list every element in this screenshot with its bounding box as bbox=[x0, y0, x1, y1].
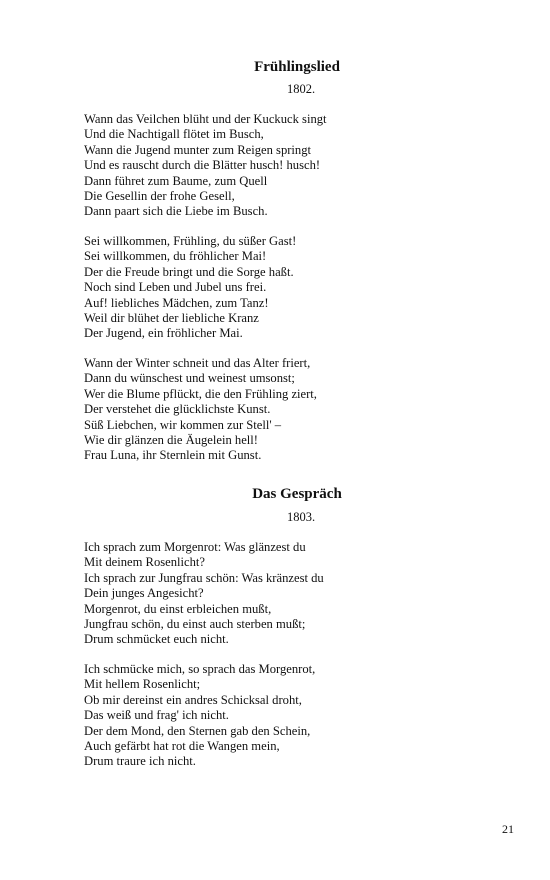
verse-line: Mit hellem Rosenlicht; bbox=[84, 677, 201, 692]
stanza bbox=[84, 112, 504, 220]
verse-line: Sei willkommen, du fröhlicher Mai! bbox=[84, 249, 267, 264]
verse-line: Sei willkommen, Frühling, du süßer Gast! bbox=[84, 234, 297, 248]
page-number: 21 bbox=[502, 822, 514, 836]
verse-line: Ich sprach zum Morgenrot: Was glänzest du bbox=[84, 540, 306, 554]
poem-year: 1803. bbox=[286, 510, 316, 524]
verse-line: Und die Nachtigall flötet im Busch, bbox=[84, 127, 264, 142]
verse-line: Und es rauscht durch die Blätter husch! husch! bbox=[84, 158, 321, 173]
verse-line: Dann du wünschest und weinest umsonst; bbox=[84, 371, 295, 386]
stanza bbox=[84, 356, 504, 464]
verse-line: Dann führet zum Baume, zum Quell bbox=[84, 173, 268, 188]
verse-line: Wann die Jugend munter zum Reigen springt bbox=[84, 142, 312, 157]
verse-line: Ich schmücke mich, so sprach das Morgenrot, bbox=[84, 662, 316, 676]
verse-line: Dann paart sich die Liebe im Busch. bbox=[84, 204, 268, 219]
verse-line: Auf! liebliches Mädchen, zum Tanz! bbox=[84, 295, 269, 310]
verse-line: Wann das Veilchen blüht und der Kuckuck singt bbox=[84, 112, 327, 126]
verse-line: Der dem Mond, den Sternen gab den Schein, bbox=[84, 723, 311, 738]
stanza bbox=[84, 540, 504, 648]
verse-line: Morgenrot, du einst erbleichen mußt, bbox=[84, 601, 272, 616]
verse-line: Der Jugend, ein fröhlicher Mai. bbox=[84, 326, 243, 341]
stanza bbox=[84, 662, 504, 770]
verse-line: Wie dir glänzen die Äugelein hell! bbox=[84, 433, 258, 448]
verse-line: Mit deinem Rosenlicht? bbox=[84, 555, 206, 570]
verse-line: Wer die Blume pflückt, die den Frühling ziert, bbox=[84, 386, 317, 401]
verse-line: Frau Luna, ihr Sternlein mit Gunst. bbox=[84, 448, 262, 463]
verse-line: Süß Liebchen, wir kommen zur Stell' – bbox=[84, 417, 282, 432]
poem-title: Das Gespräch bbox=[252, 486, 342, 502]
verse-line: Ich sprach zur Jungfrau schön: Was kränzest du bbox=[84, 570, 324, 585]
poem-year: 1802. bbox=[286, 82, 316, 96]
verse-line: Auch gefärbt hat rot die Wangen mein, bbox=[84, 739, 280, 754]
verse-line: Dein junges Angesicht? bbox=[84, 586, 204, 601]
verse-line: Die Gesellin der frohe Gesell, bbox=[84, 189, 235, 204]
verse-line: Ob mir dereinst ein andres Schicksal droht, bbox=[84, 692, 302, 707]
verse-line: Der verstehet die glücklichste Kunst. bbox=[84, 402, 271, 417]
verse-line: Noch sind Leben und Jubel uns frei. bbox=[84, 280, 267, 295]
verse-line: Jungfrau schön, du einst auch sterben mußt; bbox=[84, 617, 306, 632]
verse-line: Weil dir blühet der liebliche Kranz bbox=[84, 311, 259, 326]
stanza bbox=[84, 234, 504, 342]
poem-title: Frühlingslied bbox=[254, 59, 340, 75]
verse-line: Das weiß und frag' ich nicht. bbox=[84, 708, 229, 723]
verse-line: Wann der Winter schneit und das Alter friert, bbox=[84, 356, 311, 370]
verse-line: Drum schmücket euch nicht. bbox=[84, 632, 229, 647]
verse-line: Drum traure ich nicht. bbox=[84, 754, 196, 769]
verse-line: Der die Freude bringt und die Sorge haßt. bbox=[84, 264, 294, 279]
